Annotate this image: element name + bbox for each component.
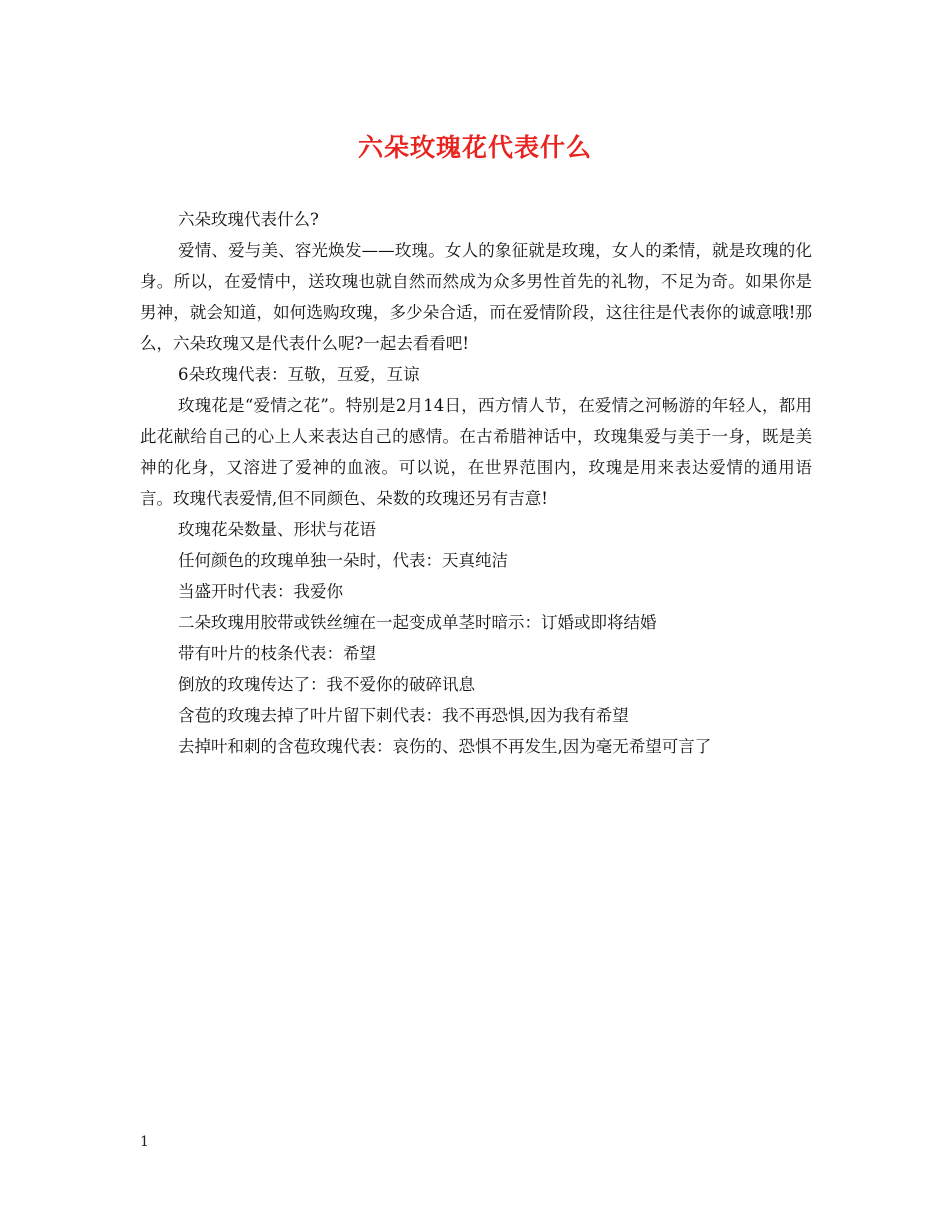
document-title: 六朵玫瑰花代表什么 [357,133,592,162]
paragraph-section-heading: 玫瑰花朵数量、形状与花语 [178,520,376,539]
paragraph-two-roses: 二朵玫瑰用胶带或铁丝缠在一起变成单茎时暗示：订婚或即将结婚 [178,613,657,632]
paragraph-bud-with-thorns: 含苞的玫瑰去掉了叶片留下刺代表：我不再恐惧,因为我有希望 [178,706,629,725]
paragraph-rose-history: 玫瑰花是“爱情之花”。特别是2月14日，西方情人节，在爱情之河畅游的年轻人，都用此花献给自己的心上人来表达自己的感情。在古希腊神话中，玫瑰集爱与美于一身，既是美神的化身，又溶进了爱神的血液。可以说，在世界范围内，玫瑰是用来表达爱情的通用语言。玫瑰代表爱情,但不同颜色、朵数的玫瑰还另有吉意! [140,396,812,508]
document-body [140,204,812,762]
paragraph-single-rose: 任何颜色的玫瑰单独一朵时，代表：天真纯洁 [178,551,508,570]
paragraph-six-roses-meaning: 6朵玫瑰代表：互敬，互爱，互谅 [178,365,420,384]
paragraph-inverted-rose: 倒放的玫瑰传达了：我不爱你的破碎讯息 [178,675,475,694]
paragraph-bud-without-leaves: 去掉叶和刺的含苞玫瑰代表：哀伤的、恐惧不再发生,因为毫无希望可言了 [178,737,712,756]
page-number: 1 [140,1134,149,1150]
paragraph-question: 六朵玫瑰代表什么? [178,210,319,229]
paragraph-blooming-rose: 当盛开时代表：我爱你 [178,582,343,601]
paragraph-intro: 爱情、爱与美、容光焕发——玫瑰。女人的象征就是玫瑰，女人的柔情，就是玫瑰的化身。所以，在爱情中，送玫瑰也就自然而然成为众多男性首先的礼物，不足为奇。如果你是男神，就会知道，如何选购玫瑰，多少朵合适，而在爱情阶段，这往往是代表你的诚意哦!那么，六朵玫瑰又是代表什么呢?一起去看看吧! [140,241,812,353]
paragraph-leaf-branch: 带有叶片的枝条代表：希望 [178,644,376,663]
